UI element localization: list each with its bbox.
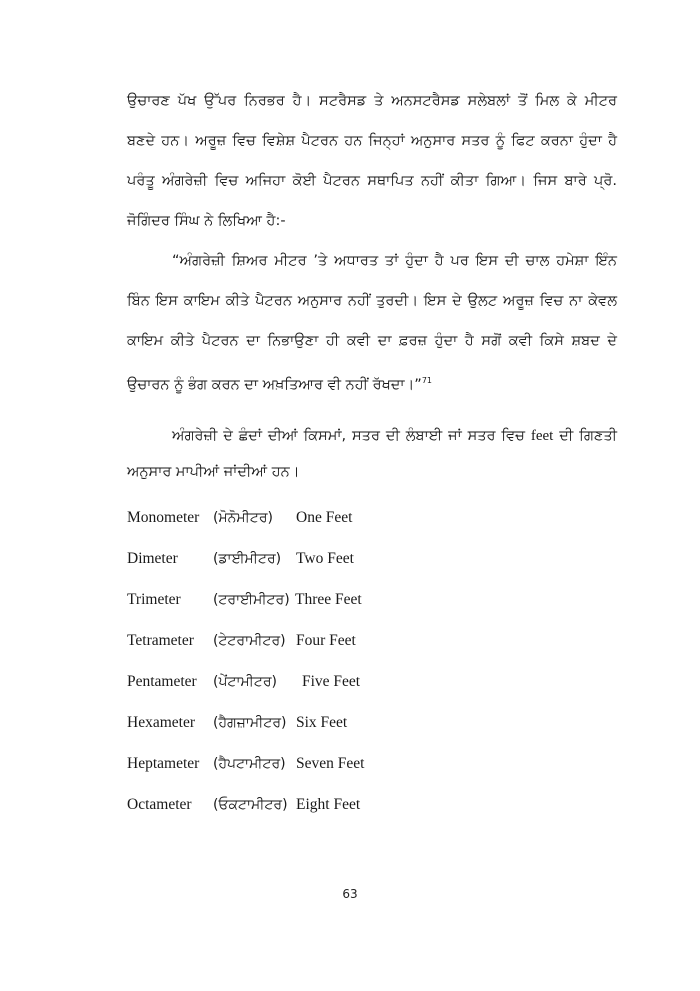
- meter-english: Pentameter: [127, 673, 197, 690]
- meter-english: Dimeter: [127, 550, 178, 567]
- meter-english: Monometer: [127, 509, 200, 526]
- quote-line: “ਅੰਗਰੇਜ਼ੀ ਸ਼ਿਅਰ ਮੀਟਰ ’ਤੇ ਅਧਾਰਤ ਤਾਂ ਹੁੰਦਾ ਹੈ ਪਰ ਇਸ ਦੀ ਚਾਲ ਹਮੇਸ਼ਾ ਇੰਨ: [172, 253, 617, 269]
- meter-feet: One Feet: [296, 509, 353, 526]
- meter-punjabi: (ਟੇਟਰਾਮੀਟਰ): [213, 633, 286, 649]
- quote-line: ਕਾਇਮ ਕੀਤੇ ਪੈਟਰਨ ਦਾ ਨਿਭਾਉਣਾ ਹੀ ਕਵੀ ਦਾ ਫ਼ਰਜ਼ ਹੁੰਦਾ ਹੈ ਸਗੋਂ ਕਵੀ ਕਿਸੇ ਸ਼ਬਦ ਦੇ: [127, 333, 617, 349]
- meter-punjabi: (ਟਰਾਈਮੀਟਰ): [213, 592, 290, 608]
- meter-english: Heptameter: [127, 755, 200, 772]
- meter-feet: Five Feet: [302, 673, 361, 690]
- text-latin: feet: [530, 428, 554, 444]
- quote-line: [127, 371, 617, 395]
- meter-english: Octameter: [127, 796, 192, 813]
- meter-punjabi: (ਪੇਂਟਾਮੀਟਰ): [213, 674, 278, 690]
- quote-line: ਬਿੰਨ ਇਸ ਕਾਇਮ ਕੀਤੇ ਪੈਟਰਨ ਅਨੁਸਾਰ ਨਹੀਂ ਤੁਰਦੀ। ਇਸ ਦੇ ਉਲਟ ਅਰੂਜ਼ ਵਿਚ ਨਾ ਕੇਵਲ: [127, 293, 617, 309]
- meter-feet: Six Feet: [296, 714, 348, 731]
- meter-feet: Two Feet: [296, 550, 354, 567]
- meter-english: Tetrameter: [127, 632, 194, 649]
- paragraph-line: [172, 426, 617, 446]
- paragraph-line: ਅਨੁਸਾਰ ਮਾਪੀਆਂ ਜਾਂਦੀਆਂ ਹਨ।: [127, 464, 300, 480]
- meter-punjabi: (ਮੋਨੋਮੀਟਰ): [213, 510, 273, 526]
- paragraph-line: ਪਰੰਤੂ ਅੰਗਰੇਜ਼ੀ ਵਿਚ ਅਜਿਹਾ ਕੋਈ ਪੈਟਰਨ ਸਥਾਪਿਤ ਨਹੀਂ ਕੀਤਾ ਗਿਆ। ਜਿਸ ਬਾਰੇ ਪ੍ਰੋ.: [127, 173, 617, 189]
- paragraph-line: ਬਣਦੇ ਹਨ। ਅਰੂਜ਼ ਵਿਚ ਵਿਸ਼ੇਸ਼ ਪੈਟਰਨ ਹਨ ਜਿਨ੍ਹਾਂ ਅਨੁਸਾਰ ਸਤਰ ਨੂੰ ਫਿਟ ਕਰਨਾ ਹੁੰਦਾ ਹੈ: [127, 133, 617, 149]
- meter-feet: Eight Feet: [296, 796, 361, 813]
- meter-english: Trimeter: [127, 591, 181, 608]
- paragraph-line: ਉਚਾਰਣ ਪੱਖ ਉੱਪਰ ਨਿਰਭਰ ਹੈ। ਸਟਰੈਸਡ ਤੇ ਅਨਸਟਰੈਸਡ ਸਲੇਬਲਾਂ ਤੋਂ ਮਿਲ ਕੇ ਮੀਟਰ: [127, 93, 617, 109]
- meter-punjabi: (ਹੈਗਜ਼ਾਮੀਟਰ): [213, 715, 287, 731]
- text: ਅੰਗਰੇਜ਼ੀ ਦੇ ਛੰਦਾਂ ਦੀਆਂ ਕਿਸਮਾਂ, ਸਤਰ ਦੀ ਲੰਬਾਈ ਜਾਂ ਸਤਰ ਵਿਚ: [172, 428, 531, 444]
- page-number: 63: [342, 887, 358, 901]
- meter-feet: Seven Feet: [296, 755, 365, 772]
- meter-feet: Three Feet: [295, 591, 362, 608]
- text: ਦੀ ਗਿਣਤੀ: [553, 428, 617, 444]
- meter-punjabi: (ਡਾਈਮੀਟਰ): [213, 551, 282, 567]
- footnote-reference: 71: [421, 376, 433, 385]
- meter-punjabi: (ਹੈਪਟਾਮੀਟਰ): [213, 756, 286, 772]
- meter-punjabi: (ਓਕਟਾਮੀਟਰ): [213, 797, 288, 813]
- paragraph-line: ਜੋਗਿੰਦਰ ਸਿੰਘ ਨੇ ਲਿਖਿਆ ਹੈ:-: [127, 213, 286, 229]
- meter-feet: Four Feet: [296, 632, 356, 649]
- meter-english: Hexameter: [127, 714, 195, 731]
- quote-text: ਉਚਾਰਨ ਨੂੰ ਭੰਗ ਕਰਨ ਦਾ ਅਖ਼ਤਿਆਰ ਵੀ ਨਹੀਂ ਰੱਖਦਾ।”: [127, 377, 422, 393]
